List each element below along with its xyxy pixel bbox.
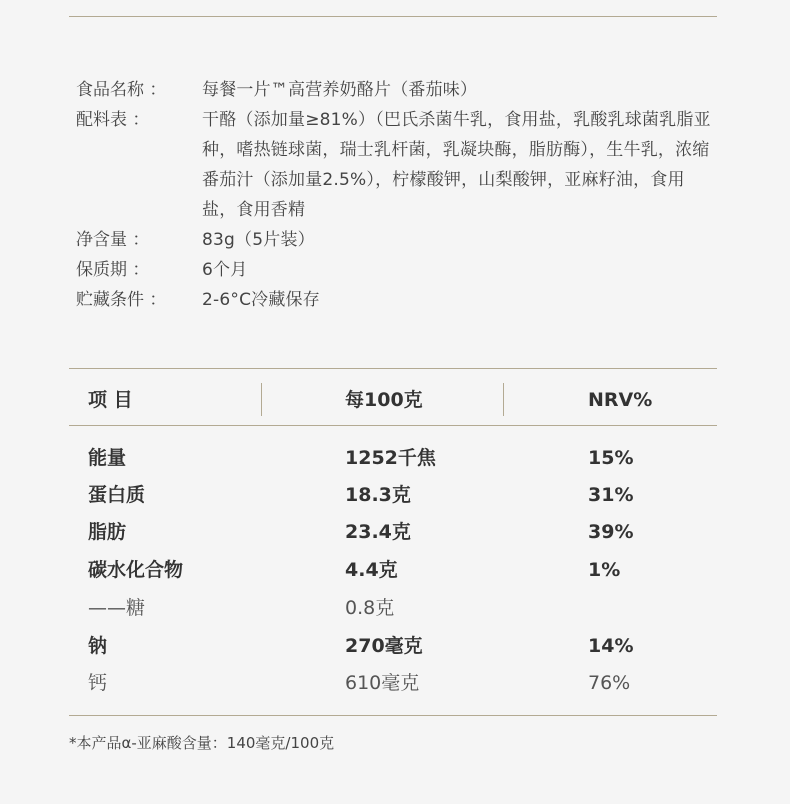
row-nrv: 31% bbox=[588, 484, 634, 506]
row-item: 钠 bbox=[88, 635, 108, 657]
header-separator bbox=[503, 383, 504, 416]
row-per100: 270毫克 bbox=[345, 635, 423, 657]
row-nrv: 1% bbox=[588, 559, 621, 581]
row-per100: 610毫克 bbox=[345, 672, 420, 694]
header-separator bbox=[261, 383, 262, 416]
table-row bbox=[69, 590, 717, 627]
table-row bbox=[69, 514, 717, 551]
info-label: 净含量 ： bbox=[76, 230, 150, 250]
row-nrv: 14% bbox=[588, 635, 634, 657]
info-row-storage bbox=[76, 285, 712, 315]
info-row-net-content bbox=[76, 225, 712, 255]
table-row bbox=[69, 477, 717, 514]
header-nrv: NRV% bbox=[588, 389, 653, 411]
row-nrv: 15% bbox=[588, 447, 634, 469]
info-value: 干酪（添加量≥81%）（巴氏杀菌牛乳，食用盐，乳酸乳球菌乳脂亚种，嗜热链球菌，瑞士乳杆菌，乳凝块酶，脂肪酶），生牛乳，浓缩番茄汁（添加量2.5%），柠檬酸钾，山梨酸钾，亚麻籽油，食用盐，食用香精 bbox=[202, 110, 711, 220]
info-label: 贮藏条件 ： bbox=[76, 290, 167, 310]
table-header-divider bbox=[69, 425, 717, 426]
info-row-shelf-life bbox=[76, 255, 712, 285]
row-item: 蛋白质 bbox=[88, 484, 146, 506]
row-item: 脂肪 bbox=[88, 521, 127, 543]
row-nrv: 76% bbox=[588, 672, 631, 694]
info-value: 每餐一片™高营养奶酪片（番茄味） bbox=[202, 80, 478, 100]
table-row bbox=[69, 628, 717, 665]
table-row bbox=[69, 552, 717, 589]
nutrition-table-header bbox=[69, 369, 717, 425]
info-row-name bbox=[76, 75, 712, 105]
info-value: 83g（5片装） bbox=[202, 230, 315, 250]
row-per100: 18.3克 bbox=[345, 484, 411, 506]
table-row bbox=[69, 665, 717, 702]
row-item: 能量 bbox=[88, 447, 127, 469]
row-per100: 23.4克 bbox=[345, 521, 411, 543]
info-value: 2-6°C冷藏保存 bbox=[202, 290, 320, 310]
info-label: 食品名称 ： bbox=[76, 80, 167, 100]
header-item: 项 目 bbox=[88, 389, 133, 411]
header-per100: 每100克 bbox=[345, 389, 423, 411]
info-label: 保质期 ： bbox=[76, 260, 150, 280]
row-item: 钙 bbox=[88, 672, 108, 694]
info-row-ingredients bbox=[76, 105, 712, 225]
footnote: *本产品α-亚麻酸含量：140毫克/100克 bbox=[69, 734, 335, 752]
table-bottom-divider bbox=[69, 715, 717, 716]
product-info bbox=[76, 75, 712, 315]
table-row bbox=[69, 440, 717, 477]
top-divider bbox=[69, 16, 717, 17]
row-per100: 0.8克 bbox=[345, 597, 395, 619]
info-label: 配料表 ： bbox=[76, 110, 150, 130]
row-nrv: 39% bbox=[588, 521, 634, 543]
row-item: 碳水化合物 bbox=[88, 559, 184, 581]
row-item: ——糖 bbox=[88, 597, 146, 619]
info-value: 6个月 bbox=[202, 260, 248, 280]
row-per100: 4.4克 bbox=[345, 559, 398, 581]
row-per100: 1252千焦 bbox=[345, 447, 436, 469]
